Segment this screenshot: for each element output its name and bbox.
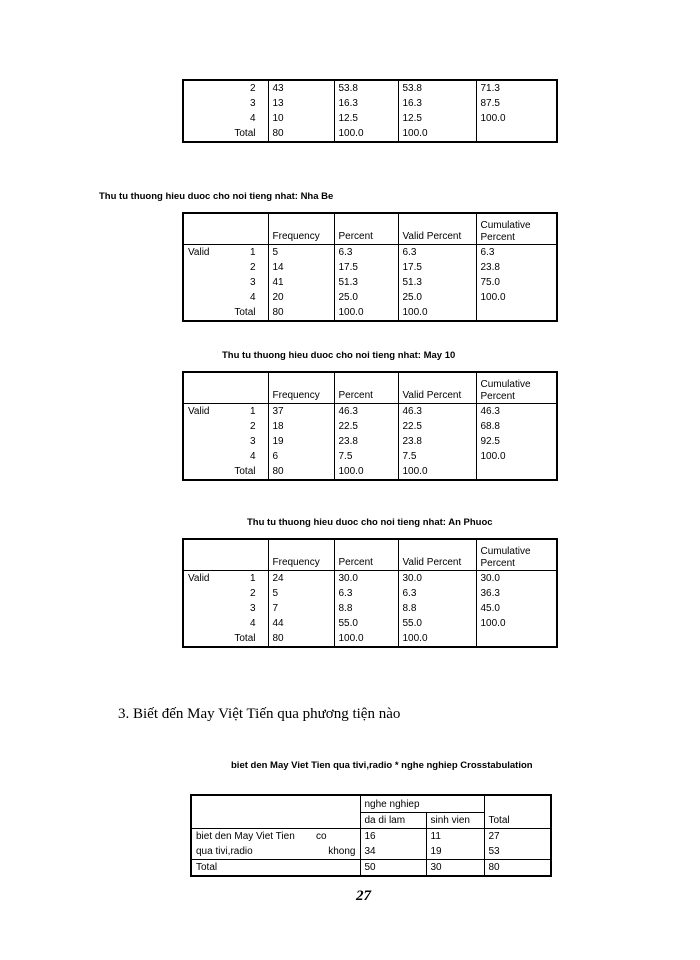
percent-cell: 7.5 bbox=[334, 449, 398, 464]
page-number: 27 bbox=[356, 888, 371, 904]
category-cell: 1 bbox=[249, 572, 256, 584]
frequency-table-nha-be bbox=[184, 214, 556, 320]
valid-percent-cell: 51.3 bbox=[398, 275, 476, 290]
frequency-cell: 13 bbox=[268, 96, 334, 111]
table-row bbox=[184, 449, 556, 464]
valid-label: Valid bbox=[188, 572, 210, 584]
corner-cell bbox=[184, 373, 268, 403]
cumulative-percent-cell bbox=[476, 464, 556, 479]
frequency-table-may-10 bbox=[184, 373, 556, 479]
column-header: Percent bbox=[334, 373, 398, 403]
percent-cell: 53.8 bbox=[334, 81, 398, 96]
valid-percent-cell: 22.5 bbox=[398, 419, 476, 434]
cumulative-percent-cell bbox=[476, 126, 556, 141]
category-cell: 1 bbox=[249, 246, 256, 258]
category-cell: Total bbox=[234, 465, 256, 477]
corner-cell bbox=[192, 796, 360, 812]
cumulative-percent-cell: 23.8 bbox=[480, 261, 500, 273]
percent-cell: 100.0 bbox=[334, 464, 398, 479]
table-row bbox=[184, 419, 556, 434]
row-label: qua tivi,radio bbox=[192, 844, 312, 860]
frequency-cell: 7 bbox=[268, 601, 334, 616]
frequency-cell: 14 bbox=[268, 260, 334, 275]
frequency-cell: 10 bbox=[268, 111, 334, 126]
frequency-table-continued bbox=[184, 81, 556, 141]
percent-cell: 51.3 bbox=[334, 275, 398, 290]
category-cell: 4 bbox=[249, 450, 256, 462]
table-row-total bbox=[184, 126, 556, 141]
category-cell: 1 bbox=[249, 405, 256, 417]
cumulative-percent-cell: 71.3 bbox=[480, 83, 500, 94]
table-row-total bbox=[184, 631, 556, 646]
column-header: Valid Percent bbox=[398, 373, 476, 403]
category-cell: Total bbox=[234, 632, 256, 644]
table-row bbox=[184, 434, 556, 449]
category-cell: 3 bbox=[249, 602, 256, 614]
cumulative-percent-cell: 46.3 bbox=[480, 405, 500, 417]
total-cell: 27 bbox=[488, 830, 500, 842]
cumulative-percent-cell: 45.0 bbox=[480, 602, 500, 614]
count-cell: 16 bbox=[360, 828, 426, 844]
table-row bbox=[192, 844, 550, 860]
percent-cell: 6.3 bbox=[334, 586, 398, 601]
frequency-cell: 18 bbox=[268, 419, 334, 434]
table-row-total bbox=[184, 464, 556, 479]
category-cell: khong bbox=[312, 844, 360, 860]
table-row bbox=[184, 111, 556, 126]
crosstab-table bbox=[192, 796, 550, 875]
valid-percent-cell: 100.0 bbox=[398, 631, 476, 646]
cumulative-percent-cell bbox=[476, 305, 556, 320]
table-row-total bbox=[184, 305, 556, 320]
percent-cell: 17.5 bbox=[334, 260, 398, 275]
percent-cell: 8.8 bbox=[334, 601, 398, 616]
category-cell: 2 bbox=[184, 81, 268, 96]
table-row bbox=[184, 403, 556, 419]
cumulative-percent-cell: 75.0 bbox=[480, 276, 500, 288]
table-title: Thu tu thuong hieu duoc cho noi tieng nhat: May 10 bbox=[222, 350, 456, 361]
total-label: Total bbox=[192, 859, 360, 875]
corner-cell bbox=[192, 812, 360, 828]
column-header: sinh vien bbox=[426, 812, 484, 828]
valid-percent-cell: 100.0 bbox=[398, 464, 476, 479]
frequency-cell: 6 bbox=[268, 449, 334, 464]
corner-cell bbox=[184, 214, 268, 244]
cumulative-percent-cell bbox=[476, 631, 556, 646]
group-header: nghe nghiep bbox=[360, 796, 484, 812]
column-header: Valid Percent bbox=[398, 540, 476, 570]
table-row bbox=[184, 290, 556, 305]
percent-cell: 46.3 bbox=[334, 403, 398, 419]
valid-percent-cell: 7.5 bbox=[398, 449, 476, 464]
category-cell: 4 bbox=[184, 111, 268, 126]
table-row bbox=[184, 275, 556, 290]
cumulative-percent-cell: 100.0 bbox=[480, 291, 506, 303]
percent-cell: 100.0 bbox=[334, 126, 398, 141]
column-header: da di lam bbox=[360, 812, 426, 828]
frequency-cell: 80 bbox=[268, 631, 334, 646]
percent-cell: 30.0 bbox=[334, 570, 398, 586]
cumulative-percent-cell: 92.5 bbox=[480, 435, 500, 447]
frequency-cell: 43 bbox=[268, 81, 334, 96]
valid-percent-cell: 16.3 bbox=[398, 96, 476, 111]
table-row bbox=[184, 260, 556, 275]
table-row-total bbox=[192, 859, 550, 875]
category-cell: 3 bbox=[249, 435, 256, 447]
cumulative-percent-cell: 6.3 bbox=[480, 246, 495, 258]
table-row bbox=[192, 828, 550, 844]
frequency-cell: 37 bbox=[268, 403, 334, 419]
percent-cell: 6.3 bbox=[334, 244, 398, 260]
count-cell: 34 bbox=[360, 844, 426, 860]
crosstab-title: biet den May Viet Tien qua tivi,radio * nghe nghiep Crosstabulation bbox=[231, 760, 533, 771]
cumulative-percent-cell: 100.0 bbox=[480, 113, 506, 124]
table-row bbox=[184, 244, 556, 260]
column-header: Percent bbox=[334, 540, 398, 570]
table-row bbox=[184, 616, 556, 631]
column-header: Frequency bbox=[268, 373, 334, 403]
valid-percent-cell: 30.0 bbox=[398, 570, 476, 586]
frequency-cell: 80 bbox=[268, 126, 334, 141]
cumulative-percent-cell: 100.0 bbox=[480, 617, 506, 629]
column-header-total: Total bbox=[484, 796, 550, 828]
valid-percent-cell: 23.8 bbox=[398, 434, 476, 449]
category-cell: 4 bbox=[249, 617, 256, 629]
count-cell: 19 bbox=[426, 844, 484, 860]
count-cell: 11 bbox=[426, 828, 484, 844]
percent-cell: 16.3 bbox=[334, 96, 398, 111]
column-header: Percent bbox=[334, 214, 398, 244]
table-row bbox=[184, 96, 556, 111]
valid-percent-cell: 6.3 bbox=[398, 244, 476, 260]
cumulative-percent-cell: 100.0 bbox=[480, 450, 506, 462]
percent-cell: 25.0 bbox=[334, 290, 398, 305]
total-cell: 53 bbox=[484, 844, 550, 860]
cumulative-percent-cell: 68.8 bbox=[480, 420, 500, 432]
frequency-cell: 24 bbox=[268, 570, 334, 586]
category-cell: 3 bbox=[184, 96, 268, 111]
table-title: Thu tu thuong hieu duoc cho noi tieng nhat: An Phuoc bbox=[247, 517, 493, 528]
header-row bbox=[184, 373, 556, 403]
frequency-cell: 44 bbox=[268, 616, 334, 631]
column-header: Cumulative Percent bbox=[476, 540, 556, 570]
header-row bbox=[192, 796, 550, 812]
table-title: Thu tu thuong hieu duoc cho noi tieng nhat: Nha Be bbox=[99, 191, 334, 202]
category-cell: 2 bbox=[249, 420, 256, 432]
section-heading: 3. Biết đến May Việt Tiến qua phương tiện nào bbox=[118, 706, 401, 722]
table-row bbox=[184, 570, 556, 586]
header-row bbox=[184, 214, 556, 244]
valid-percent-cell: 53.8 bbox=[398, 81, 476, 96]
valid-percent-cell: 25.0 bbox=[398, 290, 476, 305]
total-cell: 80 bbox=[488, 861, 500, 873]
valid-percent-cell: 100.0 bbox=[398, 305, 476, 320]
category-cell: 4 bbox=[249, 291, 256, 303]
category-cell: Total bbox=[184, 126, 268, 141]
percent-cell: 100.0 bbox=[334, 631, 398, 646]
valid-label: Valid bbox=[188, 246, 210, 258]
valid-percent-cell: 100.0 bbox=[398, 126, 476, 141]
percent-cell: 55.0 bbox=[334, 616, 398, 631]
frequency-cell: 19 bbox=[268, 434, 334, 449]
count-cell: 30 bbox=[426, 859, 484, 875]
column-header: Frequency bbox=[268, 540, 334, 570]
category-cell: 3 bbox=[249, 276, 256, 288]
category-cell: 2 bbox=[249, 587, 256, 599]
category-cell: 2 bbox=[249, 261, 256, 273]
percent-cell: 100.0 bbox=[334, 305, 398, 320]
frequency-table-an-phuoc bbox=[184, 540, 556, 646]
frequency-cell: 20 bbox=[268, 290, 334, 305]
valid-percent-cell: 17.5 bbox=[398, 260, 476, 275]
frequency-cell: 5 bbox=[268, 586, 334, 601]
category-cell: Total bbox=[234, 306, 256, 318]
column-header: Frequency bbox=[268, 214, 334, 244]
cumulative-percent-cell: 87.5 bbox=[480, 98, 500, 109]
row-label: biet den May Viet Tien bbox=[196, 830, 295, 842]
percent-cell: 22.5 bbox=[334, 419, 398, 434]
frequency-cell: 5 bbox=[268, 244, 334, 260]
table-row bbox=[184, 601, 556, 616]
cumulative-percent-cell: 36.3 bbox=[480, 587, 500, 599]
frequency-cell: 80 bbox=[268, 464, 334, 479]
header-row bbox=[184, 540, 556, 570]
frequency-cell: 80 bbox=[268, 305, 334, 320]
category-cell: co bbox=[312, 828, 360, 844]
valid-percent-cell: 12.5 bbox=[398, 111, 476, 126]
column-header: Cumulative Percent bbox=[476, 373, 556, 403]
table-row bbox=[184, 586, 556, 601]
frequency-cell: 41 bbox=[268, 275, 334, 290]
valid-label: Valid bbox=[188, 405, 210, 417]
cumulative-percent-cell: 30.0 bbox=[480, 572, 500, 584]
percent-cell: 23.8 bbox=[334, 434, 398, 449]
valid-percent-cell: 8.8 bbox=[398, 601, 476, 616]
corner-cell bbox=[184, 540, 268, 570]
table-row bbox=[184, 81, 556, 96]
column-header: Valid Percent bbox=[398, 214, 476, 244]
column-header: Cumulative Percent bbox=[476, 214, 556, 244]
valid-percent-cell: 55.0 bbox=[398, 616, 476, 631]
valid-percent-cell: 6.3 bbox=[398, 586, 476, 601]
count-cell: 50 bbox=[360, 859, 426, 875]
valid-percent-cell: 46.3 bbox=[398, 403, 476, 419]
percent-cell: 12.5 bbox=[334, 111, 398, 126]
